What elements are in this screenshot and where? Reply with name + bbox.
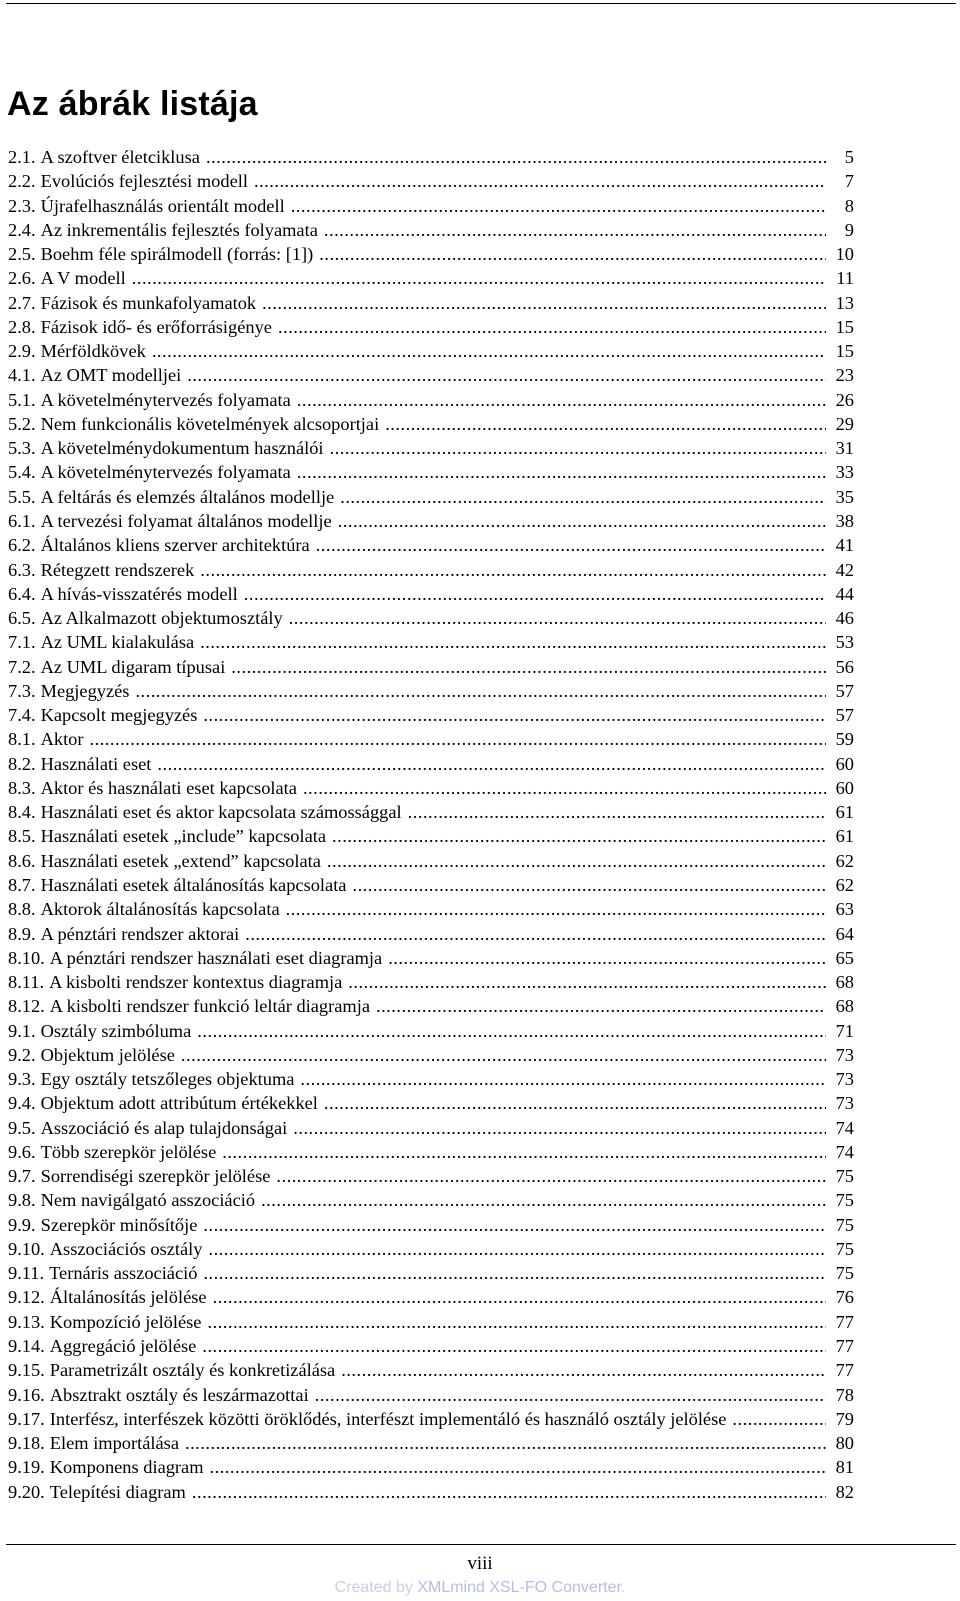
toc-entry-label[interactable]: A követelménytervezés folyamata: [40, 389, 291, 410]
toc-entry-page[interactable]: 8: [844, 195, 854, 216]
toc-entry-label[interactable]: Használati eset és aktor kapcsolata számossággal: [40, 802, 402, 823]
dot-leader: [222, 1140, 826, 1164]
toc-entry-number: 4.1.: [8, 365, 36, 386]
toc-entry[interactable]: [8, 460, 854, 484]
toc-entry-label[interactable]: Interfész, interfészek közötti öröklődés, interfészt implementáló és használó osztály jelölése: [49, 1408, 727, 1429]
toc-entry[interactable]: [8, 873, 854, 897]
toc-entry[interactable]: [8, 1480, 854, 1504]
toc-entry-number: 9.16.: [8, 1384, 45, 1405]
dot-leader: [187, 363, 826, 387]
toc-entry-page[interactable]: 73: [835, 1093, 854, 1114]
toc-entry-label[interactable]: Sorrendiségi szerepkör jelölése: [40, 1166, 271, 1187]
toc-entry-page[interactable]: 62: [835, 874, 854, 895]
toc-entry-number: 8.1.: [8, 729, 36, 750]
toc-entry-label[interactable]: Elem importálása: [49, 1433, 179, 1454]
dot-leader: [330, 436, 826, 460]
credit-link[interactable]: XMLmind XSL-FO Converter: [417, 1579, 621, 1596]
toc-entry-number: 8.4.: [8, 802, 36, 823]
toc-entry-label[interactable]: A V modell: [40, 268, 126, 289]
toc-entry-page[interactable]: 77: [835, 1360, 854, 1381]
toc-entry-page[interactable]: 7: [844, 171, 854, 192]
dot-leader: [245, 922, 826, 946]
dot-leader: [197, 1019, 826, 1043]
toc-entry[interactable]: [8, 679, 854, 703]
toc-entry-label[interactable]: Szerepkör minősítője: [40, 1214, 198, 1235]
toc-entry-number: 9.1.: [8, 1020, 36, 1041]
toc-entry-label[interactable]: Általánosítás jelölése: [49, 1287, 207, 1308]
toc-entry-page[interactable]: 73: [835, 1044, 854, 1065]
toc-entry-page[interactable]: 73: [835, 1069, 854, 1090]
toc-entry-label[interactable]: A szoftver életciklusa: [40, 147, 200, 167]
toc-entry[interactable]: [8, 1164, 854, 1188]
dot-leader: [315, 1383, 826, 1407]
toc-entry[interactable]: [8, 145, 854, 169]
toc-entry-number: 5.3.: [8, 438, 36, 459]
toc-entry[interactable]: [8, 388, 854, 412]
toc-entry-page[interactable]: 29: [835, 413, 854, 434]
toc-entry-page[interactable]: 74: [835, 1141, 854, 1162]
toc-entry[interactable]: [8, 849, 854, 873]
toc-entry-page[interactable]: 5: [844, 147, 854, 167]
toc-entry[interactable]: [8, 655, 854, 679]
toc-entry-number: 5.1.: [8, 389, 36, 410]
toc-entry-page[interactable]: 11: [836, 268, 854, 289]
dot-leader: [385, 412, 826, 436]
toc-entry-number: 9.13.: [8, 1311, 45, 1332]
toc-entry-number: 7.1.: [8, 632, 36, 653]
dot-leader: [203, 1261, 826, 1285]
toc-entry-label[interactable]: Fázisok idő- és erőforrásigénye: [40, 316, 272, 337]
toc-entry[interactable]: [8, 970, 854, 994]
dot-leader: [192, 1480, 826, 1504]
toc-entry-label[interactable]: Fázisok és munkafolyamatok: [40, 292, 257, 313]
toc-entry[interactable]: [8, 727, 854, 751]
toc-entry-number: 6.5.: [8, 608, 36, 629]
toc-entry-number: 8.6.: [8, 850, 36, 871]
toc-entry-page[interactable]: 35: [835, 486, 854, 507]
dot-leader: [340, 485, 826, 509]
toc-entry-label[interactable]: Megjegyzés: [40, 680, 130, 701]
toc-entry-number: 5.2.: [8, 413, 36, 434]
toc-entry-page[interactable]: 44: [835, 583, 854, 604]
toc-entry-page[interactable]: 80: [835, 1433, 854, 1454]
toc-entry[interactable]: [8, 703, 854, 727]
toc-entry-label[interactable]: Használati esetek „extend” kapcsolata: [40, 850, 321, 871]
toc-entry-label[interactable]: Rétegzett rendszerek: [40, 559, 195, 580]
toc-entry-number: 2.4.: [8, 219, 36, 240]
toc-entry[interactable]: [8, 436, 854, 460]
toc-entry-page[interactable]: 79: [835, 1408, 854, 1429]
toc-entry-page[interactable]: 62: [835, 850, 854, 871]
toc-entry-label[interactable]: Az UML digaram típusai: [40, 656, 226, 677]
figure-list: [8, 145, 854, 1504]
dot-leader: [90, 727, 827, 751]
toc-entry-number: 9.10.: [8, 1238, 45, 1259]
dot-leader: [408, 800, 826, 824]
toc-entry[interactable]: [8, 169, 854, 193]
toc-entry-number: 9.20.: [8, 1481, 45, 1502]
toc-entry-number: 9.11.: [8, 1263, 45, 1284]
toc-entry[interactable]: [8, 1383, 854, 1407]
toc-entry-number: 9.8.: [8, 1190, 36, 1211]
toc-entry-label[interactable]: Több szerepkör jelölése: [40, 1141, 217, 1162]
dot-leader: [297, 460, 826, 484]
toc-entry-number: 9.7.: [8, 1166, 36, 1187]
header-rule: [6, 3, 956, 4]
toc-entry-page[interactable]: 68: [835, 972, 854, 993]
toc-entry[interactable]: [8, 194, 854, 218]
toc-entry-label[interactable]: Kompozíció jelölése: [49, 1311, 202, 1332]
toc-entry-label[interactable]: Objektum adott attribútum értékekkel: [40, 1093, 318, 1114]
toc-entry-page[interactable]: 75: [835, 1238, 854, 1259]
toc-entry-number: 2.9.: [8, 341, 36, 362]
toc-entry-page[interactable]: 78: [835, 1384, 854, 1405]
dot-leader: [388, 946, 826, 970]
toc-entry-label[interactable]: Telepítési diagram: [49, 1481, 186, 1502]
toc-entry-label[interactable]: Általános kliens szerver architektúra: [40, 535, 310, 556]
toc-entry-number: 9.5.: [8, 1117, 36, 1138]
toc-entry-number: 9.19.: [8, 1457, 45, 1478]
toc-entry[interactable]: [8, 485, 854, 509]
dot-leader: [231, 655, 826, 679]
toc-entry-number: 2.2.: [8, 171, 36, 192]
toc-entry-page[interactable]: 64: [835, 923, 854, 944]
toc-entry-page[interactable]: 23: [835, 365, 854, 386]
dot-leader: [348, 970, 826, 994]
toc-entry-number: 2.6.: [8, 268, 36, 289]
toc-entry-page[interactable]: 82: [835, 1481, 854, 1502]
toc-entry[interactable]: [8, 1310, 854, 1334]
toc-entry-page[interactable]: 41: [835, 535, 854, 556]
toc-entry[interactable]: [8, 897, 854, 921]
toc-entry[interactable]: [8, 1188, 854, 1212]
toc-entry-number: 2.1.: [8, 147, 36, 167]
toc-entry-page[interactable]: 76: [835, 1287, 854, 1308]
toc-entry-page[interactable]: 33: [835, 462, 854, 483]
toc-entry-number: 9.18.: [8, 1433, 45, 1454]
toc-entry[interactable]: [8, 1285, 854, 1309]
toc-entry[interactable]: [8, 315, 854, 339]
toc-entry-label[interactable]: Használati esetek általánosítás kapcsolata: [40, 874, 347, 895]
toc-entry-page[interactable]: 75: [835, 1263, 854, 1284]
toc-entry-number: 6.4.: [8, 583, 36, 604]
toc-entry-page[interactable]: 57: [835, 680, 854, 701]
dot-leader: [278, 315, 826, 339]
toc-entry[interactable]: [8, 1140, 854, 1164]
toc-entry-label[interactable]: A követelménytervezés folyamata: [40, 462, 291, 483]
toc-entry-label[interactable]: Használati eset: [40, 753, 152, 774]
toc-entry[interactable]: [8, 266, 854, 290]
toc-entry-label[interactable]: Nem funkcionális követelmények alcsoportjai: [40, 413, 380, 434]
toc-entry-page[interactable]: 15: [835, 341, 854, 362]
dot-leader: [276, 1164, 826, 1188]
toc-entry-label[interactable]: Aktorok általánosítás kapcsolata: [40, 899, 280, 920]
toc-entry-number: 5.5.: [8, 486, 36, 507]
toc-entry-page[interactable]: 75: [835, 1214, 854, 1235]
toc-entry[interactable]: [8, 630, 854, 654]
dot-leader: [203, 703, 826, 727]
toc-entry-label[interactable]: Ternáris asszociáció: [49, 1263, 198, 1284]
toc-entry-number: 7.4.: [8, 705, 36, 726]
toc-entry-number: 8.10.: [8, 947, 45, 968]
toc-entry-label[interactable]: A kisbolti rendszer funkció leltár diagramja: [49, 996, 370, 1017]
dot-leader: [316, 533, 826, 557]
toc-entry[interactable]: [8, 1334, 854, 1358]
dot-leader: [286, 897, 826, 921]
toc-entry[interactable]: [8, 1091, 854, 1115]
toc-entry-page[interactable]: 31: [835, 438, 854, 459]
dot-leader: [135, 679, 826, 703]
toc-entry[interactable]: [8, 218, 854, 242]
toc-entry-page[interactable]: 77: [835, 1336, 854, 1357]
dot-leader: [303, 776, 826, 800]
toc-entry-page[interactable]: 60: [835, 753, 854, 774]
toc-entry-page[interactable]: 42: [835, 559, 854, 580]
dot-leader: [203, 1213, 826, 1237]
footer-credit: [0, 1578, 960, 1598]
toc-entry-number: 7.3.: [8, 680, 36, 701]
toc-entry-label[interactable]: Mérföldkövek: [40, 341, 146, 362]
toc-entry-page[interactable]: 77: [835, 1311, 854, 1332]
toc-entry-number: 6.1.: [8, 510, 36, 531]
dot-leader: [208, 1237, 826, 1261]
footer-rule: [6, 1544, 956, 1545]
dot-leader: [376, 994, 826, 1018]
toc-entry[interactable]: [8, 1358, 854, 1382]
toc-entry-number: 8.5.: [8, 826, 36, 847]
toc-entry-label[interactable]: Egy osztály tetszőleges objektuma: [40, 1069, 295, 1090]
dot-leader: [206, 145, 826, 169]
dot-leader: [732, 1407, 826, 1431]
toc-entry-number: 8.12.: [8, 996, 45, 1017]
toc-entry-label[interactable]: A feltárás és elemzés általános modellje: [40, 486, 335, 507]
toc-entry[interactable]: [8, 922, 854, 946]
toc-entry-number: 5.4.: [8, 462, 36, 483]
toc-entry[interactable]: [8, 606, 854, 630]
credit-suffix: .: [620, 1579, 626, 1596]
dot-leader: [132, 266, 826, 290]
toc-entry[interactable]: [8, 1067, 854, 1091]
toc-entry-number: 7.2.: [8, 656, 36, 677]
toc-entry-label[interactable]: A kisbolti rendszer kontextus diagramja: [49, 972, 343, 993]
toc-entry-page[interactable]: 61: [835, 802, 854, 823]
toc-entry-page[interactable]: 59: [835, 729, 854, 750]
toc-entry-label[interactable]: Aktor: [40, 729, 84, 750]
toc-entry[interactable]: [8, 1043, 854, 1067]
toc-entry[interactable]: [8, 558, 854, 582]
toc-entry-page[interactable]: 71: [835, 1020, 854, 1041]
toc-entry-page[interactable]: 65: [835, 947, 854, 968]
dot-leader: [341, 1358, 826, 1382]
toc-entry[interactable]: [8, 339, 854, 363]
toc-entry-number: 8.7.: [8, 874, 36, 895]
toc-entry-label[interactable]: Osztály szimbóluma: [40, 1020, 192, 1041]
toc-entry-label[interactable]: Az Alkalmazott objektumosztály: [40, 608, 283, 629]
toc-entry[interactable]: [8, 1261, 854, 1285]
dot-leader: [297, 388, 826, 412]
toc-entry-page[interactable]: 68: [835, 996, 854, 1017]
toc-entry-label[interactable]: Komponens diagram: [49, 1457, 204, 1478]
toc-entry-number: 6.3.: [8, 559, 36, 580]
toc-entry-page[interactable]: 81: [835, 1457, 854, 1478]
dot-leader: [244, 582, 826, 606]
toc-entry-page[interactable]: 60: [835, 777, 854, 798]
dot-leader: [200, 630, 826, 654]
toc-entry[interactable]: [8, 1407, 854, 1431]
toc-entry-number: 8.2.: [8, 753, 36, 774]
dot-leader: [213, 1285, 826, 1309]
page-title: Az ábrák listája: [7, 85, 258, 123]
toc-entry-label[interactable]: Az UML kialakulása: [40, 632, 195, 653]
dot-leader: [262, 291, 826, 315]
dot-leader: [319, 242, 826, 266]
toc-entry-number: 2.8.: [8, 316, 36, 337]
toc-entry-label[interactable]: Asszociációs osztály: [49, 1238, 203, 1259]
dot-leader: [324, 218, 826, 242]
toc-entry[interactable]: [8, 412, 854, 436]
toc-entry[interactable]: [8, 1213, 854, 1237]
toc-entry[interactable]: [8, 291, 854, 315]
dot-leader: [207, 1310, 826, 1334]
toc-entry-label[interactable]: Az OMT modelljei: [40, 365, 182, 386]
toc-entry-label[interactable]: Az inkrementális fejlesztés folyamata: [40, 219, 318, 240]
dot-leader: [200, 558, 826, 582]
toc-entry-label[interactable]: Boehm féle spirálmodell (forrás: [1]): [40, 244, 314, 265]
toc-entry-page[interactable]: 10: [835, 244, 854, 265]
toc-entry-number: 8.8.: [8, 899, 36, 920]
toc-entry[interactable]: [8, 509, 854, 533]
toc-entry[interactable]: [8, 776, 854, 800]
dot-leader: [261, 1188, 826, 1212]
toc-entry-label[interactable]: Újrafelhasználás orientált modell: [40, 195, 285, 216]
dot-leader: [327, 849, 826, 873]
toc-entry-number: 9.6.: [8, 1141, 36, 1162]
dot-leader: [157, 752, 826, 776]
toc-entry-label[interactable]: Kapcsolt megjegyzés: [40, 705, 198, 726]
toc-entry-label[interactable]: A hívás-visszatérés modell: [40, 583, 238, 604]
dot-leader: [185, 1431, 826, 1455]
page-number: viii: [467, 1553, 493, 1574]
toc-entry-number: 9.14.: [8, 1336, 45, 1357]
toc-entry-number: 8.3.: [8, 777, 36, 798]
dot-leader: [181, 1043, 826, 1067]
dot-leader: [210, 1455, 826, 1479]
toc-entry-page[interactable]: 53: [835, 632, 854, 653]
toc-entry-number: 8.9.: [8, 923, 36, 944]
toc-entry-label[interactable]: Absztrakt osztály és leszármazottai: [49, 1384, 309, 1405]
toc-entry-number: 9.2.: [8, 1044, 36, 1065]
toc-entry[interactable]: [8, 1455, 854, 1479]
toc-entry[interactable]: [8, 1237, 854, 1261]
toc-entry-label[interactable]: A követelménydokumentum használói: [40, 438, 324, 459]
toc-entry-label[interactable]: A pénztári rendszer aktorai: [40, 923, 240, 944]
toc-entry-label[interactable]: Használati esetek „include” kapcsolata: [40, 826, 327, 847]
toc-entry-page[interactable]: 74: [835, 1117, 854, 1138]
dot-leader: [254, 169, 826, 193]
dot-leader: [289, 606, 826, 630]
toc-entry-number: 2.3.: [8, 195, 36, 216]
toc-entry-page[interactable]: 9: [844, 219, 854, 240]
toc-entry[interactable]: [8, 363, 854, 387]
toc-entry[interactable]: [8, 800, 854, 824]
dot-leader: [291, 194, 826, 218]
toc-entry-number: 9.4.: [8, 1093, 36, 1114]
toc-entry[interactable]: [8, 752, 854, 776]
toc-entry-page[interactable]: 38: [835, 510, 854, 531]
toc-entry-number: 6.2.: [8, 535, 36, 556]
toc-entry-label[interactable]: Aktor és használati eset kapcsolata: [40, 777, 297, 798]
toc-entry[interactable]: [8, 1116, 854, 1140]
dot-leader: [293, 1116, 826, 1140]
dot-leader: [338, 509, 826, 533]
toc-entry-label[interactable]: Aggregáció jelölése: [49, 1336, 197, 1357]
toc-entry-number: 2.7.: [8, 292, 36, 313]
toc-entry-number: 2.5.: [8, 244, 36, 265]
credit-prefix: Created by: [334, 1579, 418, 1596]
toc-entry-label[interactable]: A tervezési folyamat általános modellje: [40, 510, 332, 531]
toc-entry-number: 9.9.: [8, 1214, 36, 1235]
toc-entry-page[interactable]: 15: [835, 316, 854, 337]
dot-leader: [300, 1067, 826, 1091]
toc-entry-label[interactable]: Nem navigálgató asszociáció: [40, 1190, 256, 1211]
toc-entry[interactable]: [8, 533, 854, 557]
toc-entry-label[interactable]: Objektum jelölése: [40, 1044, 175, 1065]
toc-entry[interactable]: [8, 946, 854, 970]
toc-entry-page[interactable]: 46: [835, 608, 854, 629]
toc-entry[interactable]: [8, 582, 854, 606]
toc-entry-page[interactable]: 63: [835, 899, 854, 920]
toc-entry[interactable]: [8, 1019, 854, 1043]
toc-entry-number: 9.15.: [8, 1360, 45, 1381]
toc-entry-number: 9.3.: [8, 1069, 36, 1090]
toc-entry-number: 9.12.: [8, 1287, 45, 1308]
toc-entry-page[interactable]: 61: [835, 826, 854, 847]
toc-entry-number: 9.17.: [8, 1408, 45, 1429]
toc-entry[interactable]: [8, 824, 854, 848]
dot-leader: [324, 1091, 826, 1115]
toc-entry-page[interactable]: 57: [835, 705, 854, 726]
toc-entry-label[interactable]: Evolúciós fejlesztési modell: [40, 171, 248, 192]
toc-entry-label[interactable]: Asszociáció és alap tulajdonságai: [40, 1117, 288, 1138]
toc-entry-number: 8.11.: [8, 972, 45, 993]
dot-leader: [202, 1334, 826, 1358]
toc-entry-page[interactable]: 75: [835, 1166, 854, 1187]
toc-entry-page[interactable]: 26: [835, 389, 854, 410]
dot-leader: [152, 339, 826, 363]
dot-leader: [352, 873, 826, 897]
dot-leader: [332, 824, 826, 848]
toc-entry-page[interactable]: 13: [835, 292, 854, 313]
toc-entry-label[interactable]: Parametrizált osztály és konkretizálása: [49, 1360, 336, 1381]
toc-entry-page[interactable]: 75: [835, 1190, 854, 1211]
toc-entry[interactable]: [8, 242, 854, 266]
toc-entry[interactable]: [8, 1431, 854, 1455]
toc-entry[interactable]: [8, 994, 854, 1018]
toc-entry-label[interactable]: A pénztári rendszer használati eset diagramja: [49, 947, 383, 968]
toc-entry-page[interactable]: 56: [835, 656, 854, 677]
